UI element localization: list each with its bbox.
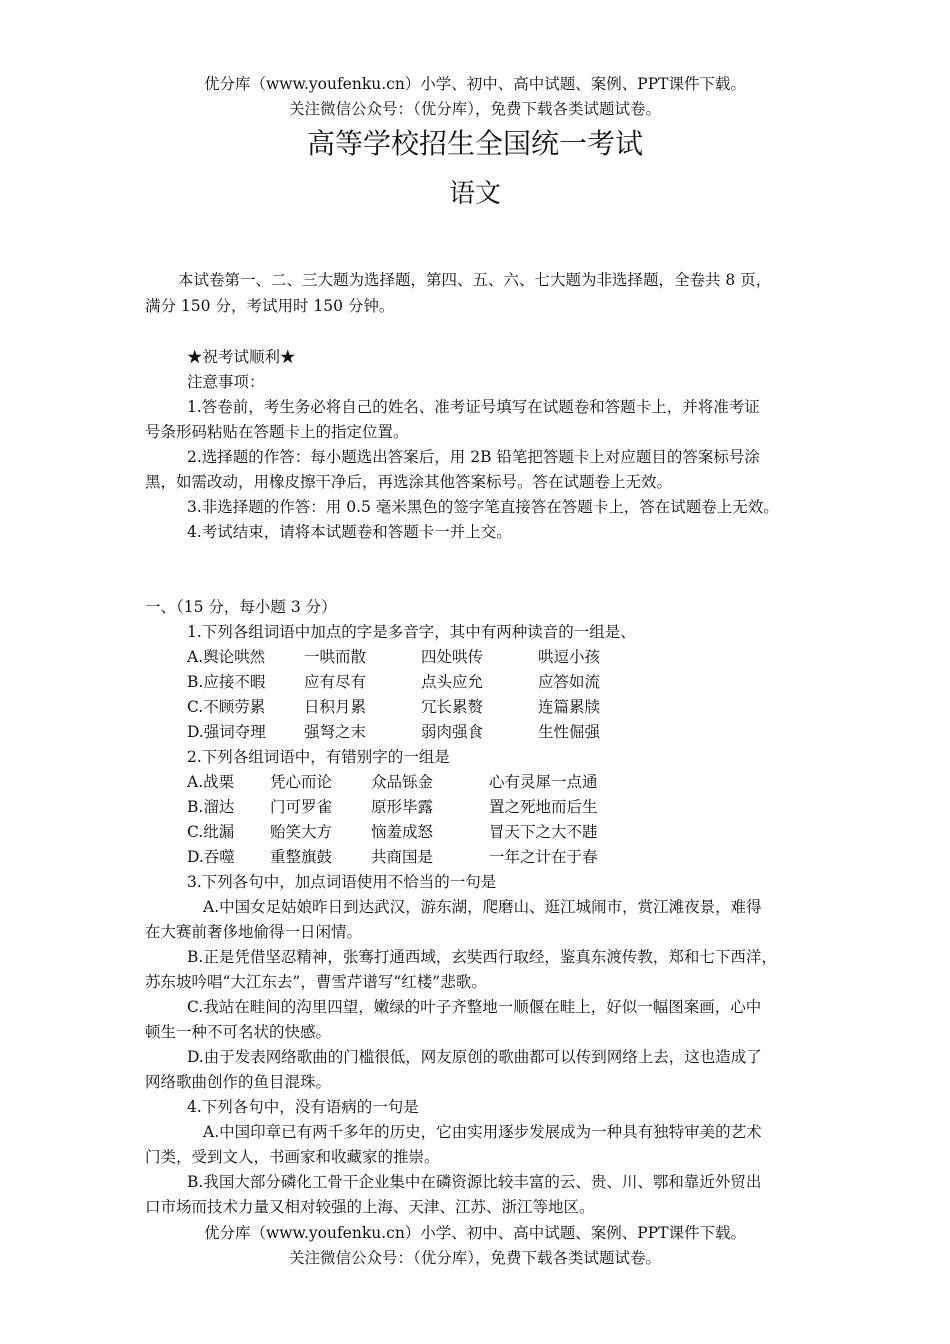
question-4-option-b-line-1: B.我国大部分磷化工骨干企业集中在磷资源比较丰富的云、贵、川、鄂和靠近外贸出 xyxy=(187,1173,762,1191)
question-2-option-c xyxy=(187,822,598,842)
question-2-option-d xyxy=(187,847,598,867)
option-word: D.强词夺理 xyxy=(187,723,266,741)
question-3-option-d-line-1: D.由于发表网络歌曲的门槛很低，网友原创的歌曲都可以传到网络上去，这也造成了 xyxy=(187,1048,762,1066)
question-4-stem: 4.下列各句中，没有语病的一句是 xyxy=(187,1098,419,1116)
question-2-option-a xyxy=(187,772,598,792)
option-word: 冒天下之大不韪 xyxy=(489,823,598,841)
footer-line-1: 优分库（www.youfenku.cn）小学、初中、高中试题、案例、PPT课件下载。 xyxy=(203,1224,747,1242)
question-3-option-c-line-1: C.我站在畦间的沟里四望，嫩绿的叶子齐整地一顺偃在畦上，好似一幅图案画，心中 xyxy=(187,998,762,1016)
option-word: 门可罗雀 xyxy=(270,798,333,816)
question-1-option-a xyxy=(187,647,600,667)
option-word: 贻笑大方 xyxy=(270,823,333,841)
note-2-line-1: 2.选择题的作答：每小题选出答案后，用 2B 铅笔把答题卡上对应题目的答案标号涂 xyxy=(187,448,760,466)
option-word: 哄逗小孩 xyxy=(538,648,601,666)
note-3: 3.非选择题的作答：用 0.5 毫米黑色的签字笔直接答在答题卡上，答在试题卷上无效。 xyxy=(187,498,779,516)
option-word: 连篇累牍 xyxy=(538,698,601,716)
note-4: 4.考试结束，请将本试题卷和答题卡一并上交。 xyxy=(187,523,512,541)
question-2-stem: 2.下列各组词语中，有错别字的一组是 xyxy=(187,748,450,766)
wish-text: ★祝考试顺利★ xyxy=(187,348,296,366)
question-2-option-b xyxy=(187,797,598,817)
option-word: 日积月累 xyxy=(304,698,367,716)
intro-line-2: 满分 150 分，考试用时 150 分钟。 xyxy=(145,297,395,315)
intro-line-1: 本试卷第一、二、三大题为选择题，第四、五、六、七大题为非选择题，全卷共 8 页， xyxy=(178,271,772,289)
option-word: 凭心而论 xyxy=(270,773,333,791)
option-word: A.舆论哄然 xyxy=(187,648,266,666)
option-word: B.应接不暇 xyxy=(187,673,266,691)
question-4-option-b-line-2: 口市场而技术力量又相对较强的上海、天津、江苏、浙江等地区。 xyxy=(145,1198,595,1216)
question-4-option-a-line-2: 门类，受到文人，书画家和收藏家的推崇。 xyxy=(145,1148,440,1166)
option-word: 应答如流 xyxy=(538,673,601,691)
section-1-heading: 一、（15 分，每小题 3 分） xyxy=(145,598,337,616)
note-1-line-2: 号条形码粘贴在答题卡上的指定位置。 xyxy=(145,423,409,441)
option-word: 冗长累赘 xyxy=(421,698,484,716)
option-word: 心有灵犀一点通 xyxy=(489,773,598,791)
question-1-option-b xyxy=(187,672,600,692)
option-word: C.不顾劳累 xyxy=(187,698,266,716)
option-word: A.战栗 xyxy=(187,773,235,791)
option-word: 弱肉强食 xyxy=(421,723,484,741)
question-3-option-a-line-1: A.中国女足姑娘昨日到达武汉，游东湖，爬磨山、逛江城闹市，赏江滩夜景，难得 xyxy=(203,898,762,916)
option-word: 一年之计在于春 xyxy=(489,848,598,866)
option-word: 原形毕露 xyxy=(371,798,434,816)
option-word: 生性倔强 xyxy=(538,723,601,741)
option-word: 恼羞成怒 xyxy=(371,823,434,841)
question-1-option-d xyxy=(187,722,600,742)
option-word: 四处哄传 xyxy=(421,648,484,666)
question-4-option-a-line-1: A.中国印章已有两千多年的历史，它由实用逐步发展成为一种具有独特审美的艺术 xyxy=(203,1123,762,1141)
option-word: 众品铄金 xyxy=(371,773,434,791)
header-line-2: 关注微信公众号：（优分库），免费下载各类试题试卷。 xyxy=(288,100,661,118)
option-word: 置之死地而后生 xyxy=(489,798,598,816)
notes-heading: 注意事项： xyxy=(187,373,265,391)
footer-line-2: 关注微信公众号：（优分库），免费下载各类试题试卷。 xyxy=(288,1249,661,1267)
option-word: 共商国是 xyxy=(371,848,434,866)
page-title: 高等学校招生全国统一考试 xyxy=(306,127,643,160)
option-word: 一哄而散 xyxy=(304,648,367,666)
option-word: D.吞噬 xyxy=(187,848,235,866)
option-word: B.溜达 xyxy=(187,798,235,816)
question-3-option-d-line-2: 网络歌曲创作的鱼目混珠。 xyxy=(145,1073,332,1091)
option-word: 点头应允 xyxy=(421,673,484,691)
question-1-option-c xyxy=(187,697,600,717)
question-3-stem: 3.下列各句中，加点词语使用不恰当的一句是 xyxy=(187,873,497,891)
question-3-option-c-line-2: 顿生一种不可名状的快感。 xyxy=(145,1023,332,1041)
question-3-option-b-line-2: 苏东坡吟唱“大江东去”，曹雪芹谱写“红楼”悲歌。 xyxy=(145,973,487,991)
option-word: 重整旗鼓 xyxy=(270,848,333,866)
option-word: 应有尽有 xyxy=(304,673,367,691)
question-3-option-a-line-2: 在大赛前奢侈地偷得一日闲情。 xyxy=(145,923,363,941)
note-1-line-1: 1.答卷前，考生务必将自己的姓名、准考证号填写在试题卷和答题卡上，并将准考证 xyxy=(187,398,760,416)
option-word: 强弩之末 xyxy=(304,723,367,741)
note-2-line-2: 黑，如需改动，用橡皮擦干净后，再选涂其他答案标号。答在试题卷上无效。 xyxy=(145,473,673,491)
option-word: C.纰漏 xyxy=(187,823,235,841)
question-1-stem: 1.下列各组词语中加点的字是多音字，其中有两种读音的一组是、 xyxy=(187,623,636,641)
subject-title: 语文 xyxy=(448,179,501,209)
header-line-1: 优分库（www.youfenku.cn）小学、初中、高中试题、案例、PPT课件下载。 xyxy=(203,75,747,93)
question-3-option-b-line-1: B.正是凭借坚忍精神，张骞打通西域，玄奘西行取经，鉴真东渡传教，郑和七下西洋， xyxy=(187,948,777,966)
